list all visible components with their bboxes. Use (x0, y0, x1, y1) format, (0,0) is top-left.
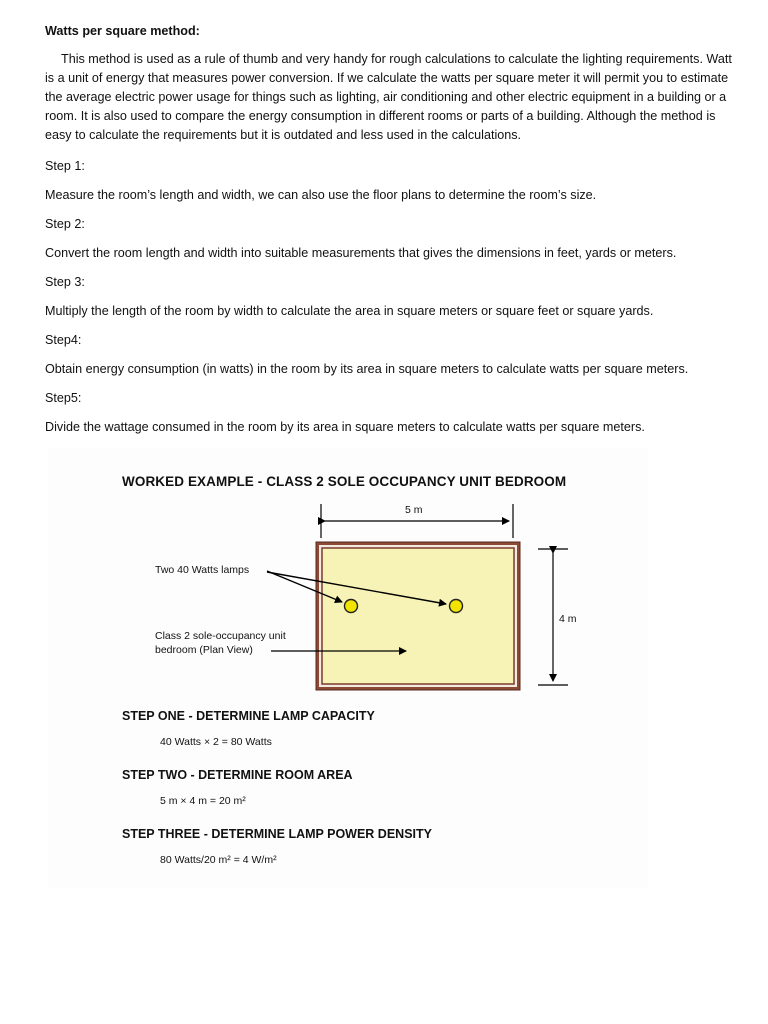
step-two-calculation: 5 m × 4 m = 20 m² (160, 795, 246, 807)
step-3-label: Step 3: (45, 275, 85, 289)
step-1-text: Measure the room’s length and width, we can also use the floor plans to determine the room’s size. (45, 188, 597, 202)
figure-title: WORKED EXAMPLE - CLASS 2 SOLE OCCUPANCY UNIT BEDROOM (122, 474, 567, 489)
step-5-label: Step5: (45, 391, 82, 405)
worked-example-figure (48, 448, 648, 888)
height-label: 4 m (559, 613, 577, 625)
room-floor (322, 548, 514, 684)
step-one-calculation: 40 Watts × 2 = 80 Watts (160, 736, 272, 748)
document-heading: Watts per square method: (45, 24, 200, 38)
step-4-text: Obtain energy consumption (in watts) in the room by its area in square meters to calculate watts per square meters. (45, 362, 689, 376)
step-three-calculation: 80 Watts/20 m² = 4 W/m² (160, 854, 277, 866)
document-body (45, 22, 735, 447)
step-two-heading: STEP TWO - DETERMINE ROOM AREA (122, 768, 353, 782)
intro-paragraph: This method is used as a rule of thumb and very handy for rough calculations to calculate the lighting requirements. Watt is a unit of energy that measures power conversion. If we calculate the watts per square meter it will permit you to estimate the average electric power usage for things such as lighting, air conditioning and other electric equipment in a building or a room. It is also used to compare the energy consumption in different rooms or parts of a building. Although the method is easy to calculate the requirements but it is outdated and less used in the calculations. (45, 52, 732, 142)
lamps-label: Two 40 Watts lamps (155, 564, 250, 576)
room-label-line2: bedroom (Plan View) (155, 644, 253, 656)
step-2-label: Step 2: (45, 217, 85, 231)
step-1-label: Step 1: (45, 159, 85, 173)
step-2-text: Convert the room length and width into suitable measurements that gives the dimensions in feet, yards or meters. (45, 246, 677, 260)
lamp-1 (345, 600, 358, 613)
step-4-label: Step4: (45, 333, 82, 347)
step-5-text: Divide the wattage consumed in the room by its area in square meters to calculate watts per square meters. (45, 420, 645, 434)
width-label: 5 m (405, 504, 423, 516)
step-3-text: Multiply the length of the room by width to calculate the area in square meters or square feet or square yards. (45, 304, 654, 318)
step-three-heading: STEP THREE - DETERMINE LAMP POWER DENSITY (122, 827, 432, 841)
lamp-2 (450, 600, 463, 613)
room-plan-diagram (48, 448, 648, 888)
room-label-line1: Class 2 sole-occupancy unit (155, 630, 286, 642)
step-one-heading: STEP ONE - DETERMINE LAMP CAPACITY (122, 709, 375, 723)
